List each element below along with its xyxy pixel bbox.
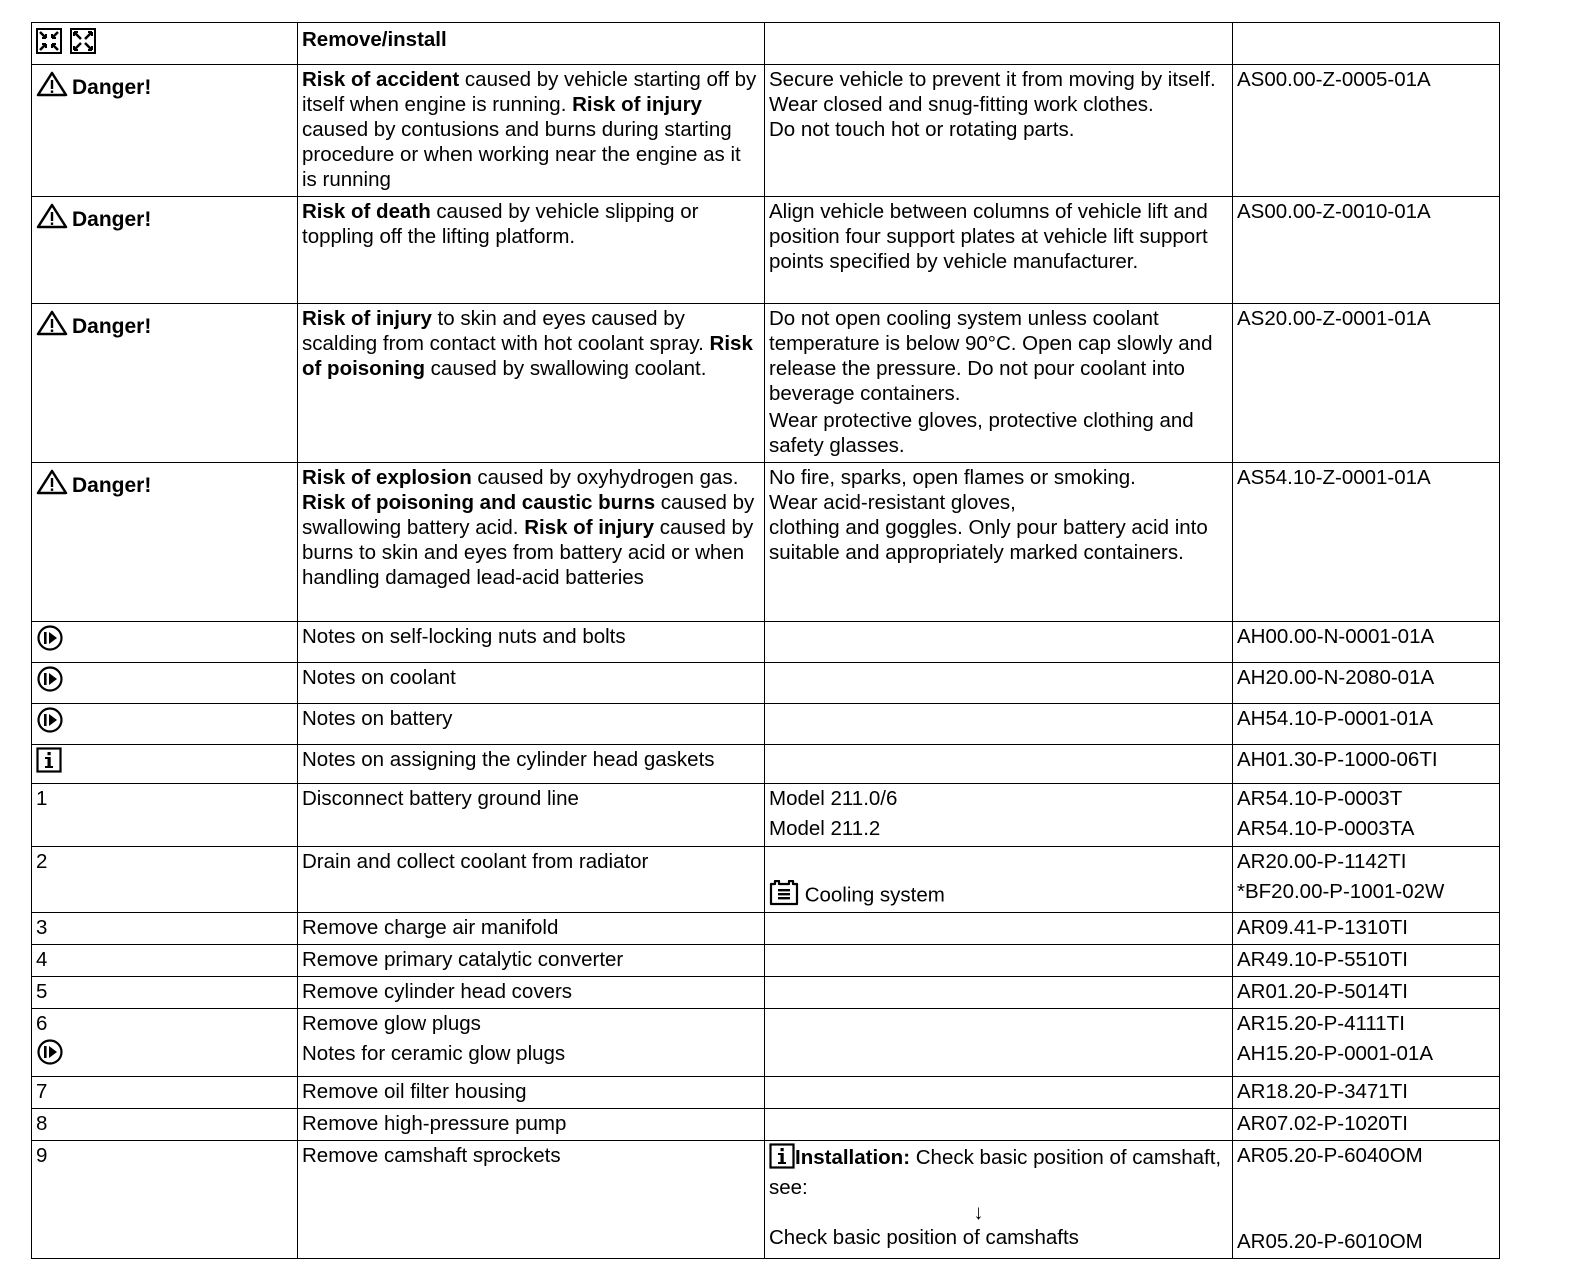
danger-label: Danger! (72, 75, 152, 99)
step-docs (1233, 1009, 1500, 1077)
header-empty-3 (765, 23, 1233, 65)
step-text: Remove camshaft sprockets (298, 1141, 765, 1259)
danger-row (32, 304, 1500, 463)
step-text: Disconnect battery ground line (298, 784, 765, 847)
doc-ref: AR07.02-P-1020TI (1233, 1109, 1500, 1141)
risk-text: to skin and eyes caused by scalding from contact with hot coolant spray. (302, 307, 710, 355)
step-text: Remove charge air manifold (298, 913, 765, 945)
step-docs (1233, 784, 1500, 847)
doc-ref: AR49.10-P-5510TI (1233, 945, 1500, 977)
risk-text: caused by swallowing coolant. (424, 357, 707, 380)
notes-arrow-icon (36, 706, 64, 740)
doc-ref: AR20.00-P-1142TI (1237, 850, 1407, 873)
step-number-cell (32, 1009, 298, 1077)
note-row (32, 745, 1500, 784)
measure-text: Wear closed and snug-fitting work clothes. (769, 93, 1154, 116)
notes-arrow-icon (36, 1038, 64, 1072)
step-note: Notes for ceramic glow plugs (302, 1042, 566, 1065)
down-arrow-icon: ↓ (973, 1201, 984, 1224)
step-text: Remove glow plugs (302, 1012, 481, 1035)
step-row (32, 847, 1500, 913)
risk-bold: Risk of injury (572, 93, 702, 116)
danger-label-cell (32, 463, 298, 622)
header-empty-4 (1233, 23, 1500, 65)
risk-bold: Risk of poisoning (302, 332, 753, 380)
measure-text: No fire, sparks, open flames or smoking. (769, 466, 1136, 489)
note-row (32, 622, 1500, 663)
step-row (32, 1077, 1500, 1109)
check-link-text[interactable]: Check basic position of camshafts (769, 1226, 1079, 1249)
danger-label: Danger! (72, 314, 152, 338)
danger-label: Danger! (72, 207, 152, 231)
note-text: Notes on self-locking nuts and bolts (298, 622, 765, 663)
note-icon-cell (32, 745, 298, 784)
risk-text: caused by swallowing battery acid. (302, 491, 755, 539)
step-text: Remove primary catalytic converter (298, 945, 765, 977)
step-number: 7 (32, 1077, 298, 1109)
danger-measures-cell (765, 463, 1233, 622)
doc-ref: AH00.00-N-0001-01A (1233, 622, 1500, 663)
note-icon-cell (32, 704, 298, 745)
header-icons-cell (32, 23, 298, 65)
step-docs (1233, 847, 1500, 913)
step-text: Remove cylinder head covers (298, 977, 765, 1009)
step-info (765, 784, 1233, 847)
risk-bold: Risk of death (302, 200, 431, 223)
doc-ref: AH01.30-P-1000-06TI (1233, 745, 1500, 784)
step-number: 9 (32, 1141, 298, 1259)
doc-ref: AR54.10-P-0003TA (1237, 817, 1415, 840)
danger-risk-cell (298, 197, 765, 304)
doc-ref: AH54.10-P-0001-01A (1233, 704, 1500, 745)
step-row (32, 1109, 1500, 1141)
note-row (32, 704, 1500, 745)
step-info (765, 913, 1233, 945)
notes-arrow-icon (36, 665, 64, 699)
doc-ref: AR01.20-P-5014TI (1233, 977, 1500, 1009)
note-empty (765, 663, 1233, 704)
warning-triangle-icon (36, 310, 68, 342)
note-text: Notes on assigning the cylinder head gaskets (298, 745, 765, 784)
measure-text: Wear protective gloves, protective clothing and safety glasses. (769, 409, 1194, 457)
danger-risk-cell (298, 463, 765, 622)
danger-measures-cell (765, 65, 1233, 197)
info-icon (769, 1143, 795, 1175)
step-info (765, 1009, 1233, 1077)
specification-icon (769, 880, 799, 912)
procedure-table (31, 22, 1500, 1259)
info-icon (36, 747, 62, 779)
risk-bold: Risk of injury (302, 307, 432, 330)
step-number: 3 (32, 913, 298, 945)
doc-ref: AR54.10-P-0003T (1237, 787, 1403, 810)
risk-text: caused by vehicle starting off by itself when engine is running. (302, 68, 757, 116)
warning-triangle-icon (36, 71, 68, 103)
step-row (32, 945, 1500, 977)
doc-ref: AH15.20-P-0001-01A (1237, 1042, 1434, 1065)
note-text: Notes on coolant (298, 663, 765, 704)
installation-text: Check basic position of camshaft, see: (769, 1146, 1222, 1199)
doc-ref: AR18.20-P-3471TI (1233, 1077, 1500, 1109)
doc-ref: AS00.00-Z-0010-01A (1233, 197, 1500, 304)
step-text: Remove high-pressure pump (298, 1109, 765, 1141)
step-number: 6 (36, 1012, 48, 1035)
doc-ref: AS00.00-Z-0005-01A (1233, 65, 1500, 197)
risk-text: caused by vehicle slipping or toppling off the lifting platform. (302, 200, 699, 248)
measure-text: Do not touch hot or rotating parts. (769, 118, 1075, 141)
note-empty (765, 745, 1233, 784)
note-text: Notes on battery (298, 704, 765, 745)
step-info (765, 977, 1233, 1009)
doc-ref: AR15.20-P-4111TI (1237, 1012, 1405, 1035)
step-number: 2 (32, 847, 298, 913)
danger-risk-cell (298, 65, 765, 197)
risk-bold: Risk of explosion (302, 466, 472, 489)
danger-label-cell (32, 65, 298, 197)
installation-line (769, 1146, 1221, 1199)
notes-arrow-icon (36, 624, 64, 658)
step-row (32, 784, 1500, 847)
step-docs (1233, 1141, 1500, 1259)
remove-icon (36, 28, 62, 60)
danger-label-cell (32, 304, 298, 463)
danger-risk-cell (298, 304, 765, 463)
risk-text: caused by oxyhydrogen gas. (471, 466, 739, 489)
doc-ref: AS20.00-Z-0001-01A (1233, 304, 1500, 463)
note-icon-cell (32, 622, 298, 663)
measure-text: Align vehicle between columns of vehicle lift and position four support plates at vehicle lift support points specified by vehicle manufacturer. (769, 200, 1208, 273)
doc-ref: AS54.10-Z-0001-01A (1233, 463, 1500, 622)
risk-text: caused by contusions and burns during starting procedure or when working near the engine as it is running (302, 118, 741, 191)
doc-ref: AR09.41-P-1310TI (1233, 913, 1500, 945)
danger-measures-cell (765, 197, 1233, 304)
danger-label-cell (32, 197, 298, 304)
doc-ref: *BF20.00-P-1001-02W (1237, 880, 1445, 903)
measure-text: Do not open cooling system unless coolant temperature is below 90°C. Open cap slowly and release the pressure. Do not pour coolant into beverage containers. (769, 307, 1213, 405)
doc-ref: AR05.20-P-6010OM (1237, 1230, 1423, 1253)
measure-text: Secure vehicle to prevent it from moving by itself. (769, 68, 1216, 91)
step-row (32, 1141, 1500, 1259)
risk-bold: Risk of poisoning and caustic burns (302, 491, 656, 514)
danger-row (32, 65, 1500, 197)
danger-measures-cell (765, 304, 1233, 463)
risk-bold: Risk of accident (302, 68, 460, 91)
header-title: Remove/install (298, 23, 765, 65)
step-text: Remove oil filter housing (298, 1077, 765, 1109)
step-number: 1 (32, 784, 298, 847)
step-info (765, 1109, 1233, 1141)
installation-label: Installation: (795, 1146, 911, 1170)
risk-text: caused by burns to skin and eyes from battery acid or when handling damaged lead-acid batteries (302, 516, 754, 589)
step-number: 8 (32, 1109, 298, 1141)
note-row (32, 663, 1500, 704)
step-info (765, 847, 1233, 913)
step-row (32, 977, 1500, 1009)
header-row (32, 23, 1500, 65)
step-number: 5 (32, 977, 298, 1009)
warning-triangle-icon (36, 469, 68, 501)
warning-triangle-icon (36, 203, 68, 235)
step-row (32, 1009, 1500, 1077)
note-icon-cell (32, 663, 298, 704)
danger-row (32, 197, 1500, 304)
model-text: Model 211.2 (769, 817, 881, 840)
step-info (765, 1077, 1233, 1109)
step-info (765, 945, 1233, 977)
install-icon (70, 28, 96, 60)
step-text-cell (298, 1009, 765, 1077)
note-empty (765, 622, 1233, 663)
spec-text: Cooling system (804, 883, 945, 907)
step-row (32, 913, 1500, 945)
step-number: 4 (32, 945, 298, 977)
step-info (765, 1141, 1233, 1259)
step-text: Drain and collect coolant from radiator (298, 847, 765, 913)
model-text: Model 211.0/6 (769, 787, 898, 810)
note-empty (765, 704, 1233, 745)
risk-bold: Risk of injury (524, 516, 655, 539)
danger-row (32, 463, 1500, 622)
measure-text: clothing and goggles. Only pour battery acid into suitable and appropriately marked containers. (769, 516, 1208, 564)
danger-label: Danger! (72, 473, 152, 497)
doc-ref: AR05.20-P-6040OM (1237, 1144, 1423, 1167)
doc-ref: AH20.00-N-2080-01A (1233, 663, 1500, 704)
measure-text: Wear acid-resistant gloves, (769, 491, 1016, 514)
